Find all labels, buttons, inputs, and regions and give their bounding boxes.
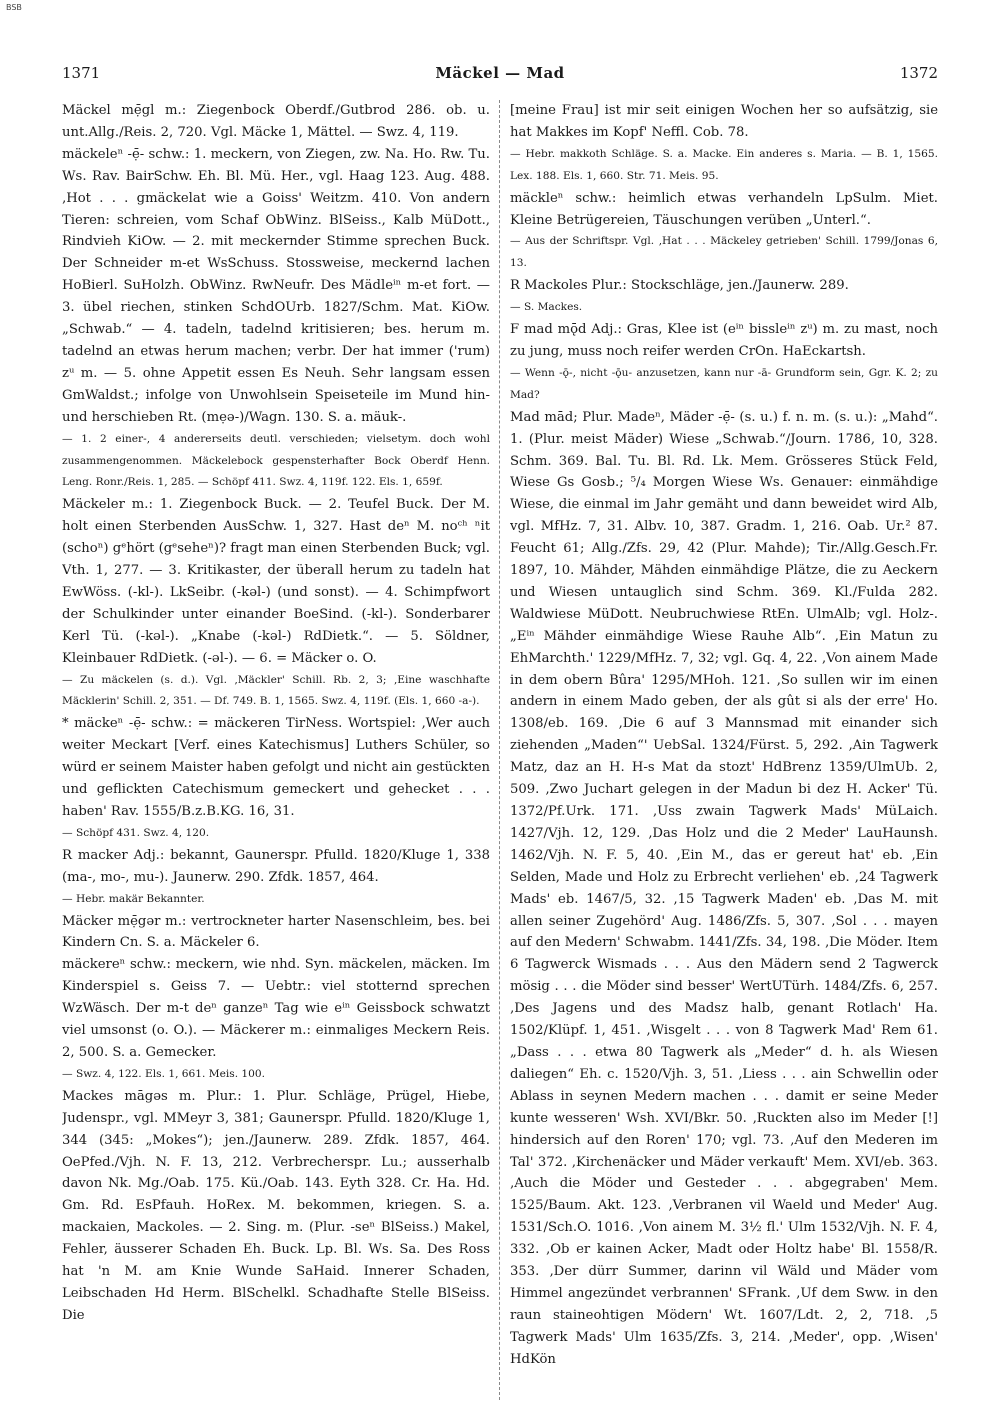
entry-mackelen: mäckeleⁿ -ẹ̄- schw.: 1. meckern, von Ziegen, zw. Na. Ho. Rw. Tu. Ws. Rav. BairSchw. Eh. Bl. Mü. Her., vgl. Haag 123. Aug. 488. ‚Hot . . . gmäckelat wie a Goiss' Weitzm. 410. Von andern Tieren: schreien, vom Schaf ObWinz. BlSeiss., Kalb MüDott., Rindvieh KiOw. — 2. mit meckernder Stimme sprechen Buck. Der Schneider m-et WsSchuss. Stossweise, meckernd lachen HoBierl. SuHolzh. ObWinz. RwNeufr. Des Mädleⁱⁿ m-et fort. — 3. übel riechen, stinken SchdOUrb. 1827/Schm. Mat. KiOw. „Schwab.“ — 4. tadeln, tadelnd kritisieren; bes. herum m. tadelnd an etwas herum machen; verbr. Der hat immer ('rum) zᵘ m. — 5. ohne Appetit essen Es Neuh. Sehr langsam essen GmWaldst.; infolge von Unwohlsein Speiseteile im Mund hin- und herschieben Rt. (mẹə-)/Wagn. 130. S. a. mäuk-.: [62, 146, 490, 425]
library-mark: BSB: [6, 3, 22, 12]
entry-macker-noun: Mäcker mẹ̄gər m.: vertrockneter harter Nasenschleim, bes. bei Kindern Cn. S. a. Mäckeler 6.: [62, 913, 490, 951]
note-macker: — Hebr. makär Bekannter.: [62, 892, 205, 905]
entry-mackeler: Mäckeler m.: 1. Ziegenbock Buck. — 2. Teufel Buck. Der M. holt einen Sterbenden AusSchw. 1, 327. Hast deⁿ M. noᶜʰ ⁿit (schoⁿ) gᵉhört (gᵉseheⁿ)? fragt man einen Sterbenden Buck; vgl. Vth. 1, 277. — 3. Kritikaster, der überall herum zu tadeln hat EwWöss. (-kl-). LkSeibr. (-kəl-) (und sonst). — 4. Schimpfwort der Schulkinder unter einander BoeSind. (-kl-). Sonderbarer Kerl Tü. (-kəl-). „Knabe (-kəl-) RdDietk.“. — 5. Söldner, Kleinbauer RdDietk. (-əl-). — 6. = Mäcker o. O.: [62, 497, 490, 666]
note-macklen: — Aus der Schriftspr. Vgl. ‚Hat . . . Mäckeley getrieben' Schill. 1799/Jonas 6, 13.: [510, 235, 938, 270]
page-header: [62, 64, 938, 86]
right-column: [510, 100, 938, 1400]
entry-mad-adj: F mad mǭd Adj.: Gras, Klee ist (eⁱⁿ bissleⁱⁿ zᵘ) m. zu mast, noch zu jung, muss noch reifer werden CrOn. HaEckartsh.: [510, 322, 938, 359]
left-column: [62, 100, 490, 1400]
note-mackelen: — 1. 2 einer-, 4 andererseits deutl. verschieden; vielsetym. doch wohl zusammengenommen. Mäckelebock gespensterhafter Bock Oberdf Henn. Leng. Ronr./Reis. 1, 285. — Schöpf 411. Swz. 4, 119f. 122. Els. 1, 659f.: [62, 432, 490, 489]
column-divider: [499, 100, 500, 1400]
note-macken: — Schöpf 431. Swz. 4, 120.: [62, 826, 210, 839]
entry-mackes-cont: [meine Frau] ist mir seit einigen Wochen her so aufsätzig, sie hat Makkes im Kopf' Neffl. Cob. 78.: [510, 103, 938, 140]
entry-mackeren: mäckereⁿ schw.: meckern, wie nhd. Syn. mäckelen, mäcken. Im Kinderspiel s. Geiss 7. — Uebtr.: viel stotternd sprechen WzWäsch. Der m-t deⁿ ganzeⁿ Tag wie eⁱⁿ Geissbock schwatzt viel umsonst (o. O.). — Mäckerer m.: einmaliges Meckern Reis. 2, 500. S. a. Gemecker.: [62, 957, 490, 1060]
entry-macker: R macker Adj.: bekannt, Gaunerspr. Pfulld. 1820/Kluge 1, 338 (ma-, mo-, mu-). Jaunerw. 290. Zfdk. 1857, 464.: [62, 847, 490, 885]
note-mad-adj: — Wenn -ǭ-, nicht -ǭu- anzusetzen, kann nur -ā- Grundform sein, Ggr. K. 2; zu Mad?: [510, 366, 938, 401]
note-mackoles: — S. Mackes.: [510, 301, 583, 314]
entry-mackoles: R Mackoles Plur.: Stockschläge, jen./Jaunerw. 289.: [510, 278, 849, 294]
entry-macklen: mäckleⁿ schw.: heimlich etwas verhandeln LpSulm. Miet. Kleine Betrügereien, Täuschungen verüben „Unterl.“.: [510, 190, 938, 228]
entry-mad: Mad mād; Plur. Madeⁿ, Mäder -ẹ̄- (s. u.) f. n. m. (s. u.): „Mahd“. 1. (Plur. meist Mäder) Wiese „Schwab.“/Journ. 1786, 10, 328. Schm. 369. Bal. Tu. Bl. Rd. Lk. Mem. Grösseres Stück Feld, Wiese Gs Gosb.; ⁵/₄ Morgen Wiese Ws. Genauer: einmähdige Wiese, die einmal im Jahr gemäht und dann beweidet wird Alb, vgl. MfHz. 7, 31. Albv. 10, 387. Gradm. 1, 216. Oab. Ur.² 87. Feucht 61; Allg./Zfs. 29, 42 (Plur. Mahde); Tir./Allg.Gesch.Fr. 1897, 10. Mähder, Mähden einmähdige Plätze, die zu Aeckern und Wiesen untauglich sind Schm. 369. Kl./Fulda 282. Waldwiese MüDott. Neubruchwiese RtEn. UlmAlb; vgl. Holz-. „Eⁱⁿ Mähder einmähdige Wiese Rauhe Alb“. ‚Ein Matun zu EhMarchth.' 1229/MfHz. 7, 32; vgl. Gq. 4, 22. ‚Von ainem Made in dem obern Bûra' 1295/MHoh. 121. ‚So sullen wir im einen andern in einem Mado geben, der als gût si als der erre' Ho. 1308/eb. 169. ‚Die 6 auf 3 Mannsmad mit einander sich ziehenden „Maden“' UebSal. 1324/Fürst. 5, 292. ‚Ain Tagwerk Matz, daz an H. H-s Mat da stozt' HdBrenz 1359/UlmUb. 2, 509. ‚Zwo Juchart gelegen in der Madun bi dez H. Acker' Tü. 1372/Pf.Urk. 171. ‚Uss zwain Tagwerk Mads' MüLaich. 1427/Vjh. 12, 129. ‚Das Holz und die 2 Meder' LauHaunsh. 1462/Vjh. N. F. 5, 40. ‚Ein M., das er gereut hat' eb. ‚Ein Selden, Made und Holz zu Erbrecht verliehen' eb. ‚24 Tagwerk Mads' eb. 1467/5, 32. ‚15 Tagwerk Maden' eb. ‚Das M. mit allen seiner Zugehörd' Aug. 1486/Zfs. 5, 307. ‚Sol . . . mayen auf den Medern' Schwabm. 1441/Zfs. 34, 198. ‚Die Möder. Item 6 Tagwerck Wismads . . . Aus den Mädern send 2 Tagwerck mösig . . . die Möder sind besser' WertUTürh. 1484/Zfs. 6, 257. ‚Des Jagens und des Madsz halb, genant Rotlach' Ha. 1502/Klüpf. 1, 451. ‚Wisgelt . . . von 8 Tagwerk Mad' Rem 61. „Dass . . . etwa 80 Tagwerk als „Meder“ d. h. als Wiesen daliegen“ Eh. c. 1520/Vjh. 3, 51. ‚Liess . . . ain Schwellin oder Ablass in seynen Medern machen . . . damit er seine Meder kunte wesseren' Wsh. XVI/Bkr. 50. ‚Ruckten also im Meder [!] hindersich auf den Roren' 170; vgl. 73. ‚Auf den Mederen im Tal' 372. ‚Kirchenäcker und Mäder verkauft' Mem. XVI/eb. 363. ‚Auch die Möder und Gesteder . . . abgegraben' Mem. 1525/Baum. Akt. 123. ‚Verbranen vil Waeld und Meder' Aug. 1531/Sch.O. 1016. ‚Von ainem M. 3½ fl.' Ulm 1532/Vjh. N. F. 4, 332. ‚Ob er kainen Acker, Madt oder Holtz habe' Bl. 1558/R. 353. ‚Der dürr Summer, darinn vil Wäld und Mäder vom Himmel angezündet verbrannen' SFrank. ‚Uf dem Sww. in den raun staineohtigen Mödern' Wt. 1607/Ldt. 2, 2, 718. ‚5 Tagwerk Mads' Ulm 1635/Zfs. 3, 214. ‚Meder', opp. ‚Wisen' HdKön: [510, 409, 938, 1367]
entry-mackes: Mackes māgəs m. Plur.: 1. Plur. Schläge, Prügel, Hiebe, Judenspr., vgl. MMeyr 3, 381; Gaunerspr. Pfulld. 1820/Kluge 1, 344 (345: „Mokes“); jen./Jaunerw. 289. Zfdk. 1857, 464. OePfed./Vjh. N. F. 13, 212. Verbrecherspr. Lu.; ausserhalb davon Nk. Mg./Oab. 175. Kü./Oab. 143. Eyth 328. Cr. Ha. Hd. Gm. Rd. EsPfauh. HoRex. M. bekommen, kriegen. S. a. mackaien, Mackoles. — 2. Sing. m. (Plur. -seⁿ BlSeiss.) Makel, Fehler, äusserer Schaden Eh. Buck. Lp. Bl. Ws. Sa. Des Ross hat 'n M. am Knie Wunde SaHaid. Innerer Schaden, Leibschaden Hd Herm. BlSchelkl. Schadhafte Stelle BlSeiss. Die: [62, 1088, 490, 1323]
page-number-right: 1372: [899, 64, 938, 82]
page-number-left: 1371: [62, 64, 101, 82]
note-mackes: — Hebr. makkoth Schläge. S. a. Macke. Ein anderes s. Maria. — B. 1, 1565. Lex. 188. Els. 1, 660. Str. 71. Meis. 95.: [510, 147, 938, 182]
entry-macken: * mäckeⁿ -ẹ̄- schw.: = mäckeren TirNess. Wortspiel: ‚Wer auch weiter Meckart [Verf. eines Katechismus] Luthers Schüler, so würd er seinem Maister haben gefolgt und nicht ain gestückten und geflickten Catechismum gemeckert und gehecket . . . haben' Rav. 1555/B.z.B.KG. 16, 31.: [62, 716, 490, 819]
running-title: Mäckel — Mad: [435, 64, 565, 82]
note-mackeren: — Swz. 4, 122. Els. 1, 661. Meis. 100.: [62, 1067, 266, 1080]
note-mackeler: — Zu mäckelen (s. d.). Vgl. ‚Mäckler' Schill. Rb. 2, 3; ‚Eine waschhafte Mäcklerin' Schill. 2, 351. — Df. 749. B. 1, 1565. Swz. 4, 119f. (Els. 1, 660 -a-).: [62, 673, 490, 708]
entry-mackel: Mäckel mẹ̄gl m.: Ziegenbock Oberdf./Gutbrod 286. ob. u. unt.Allg./Reis. 2, 720. Vgl. Mäcke 1, Mättel. — Swz. 4, 119.: [62, 103, 490, 140]
